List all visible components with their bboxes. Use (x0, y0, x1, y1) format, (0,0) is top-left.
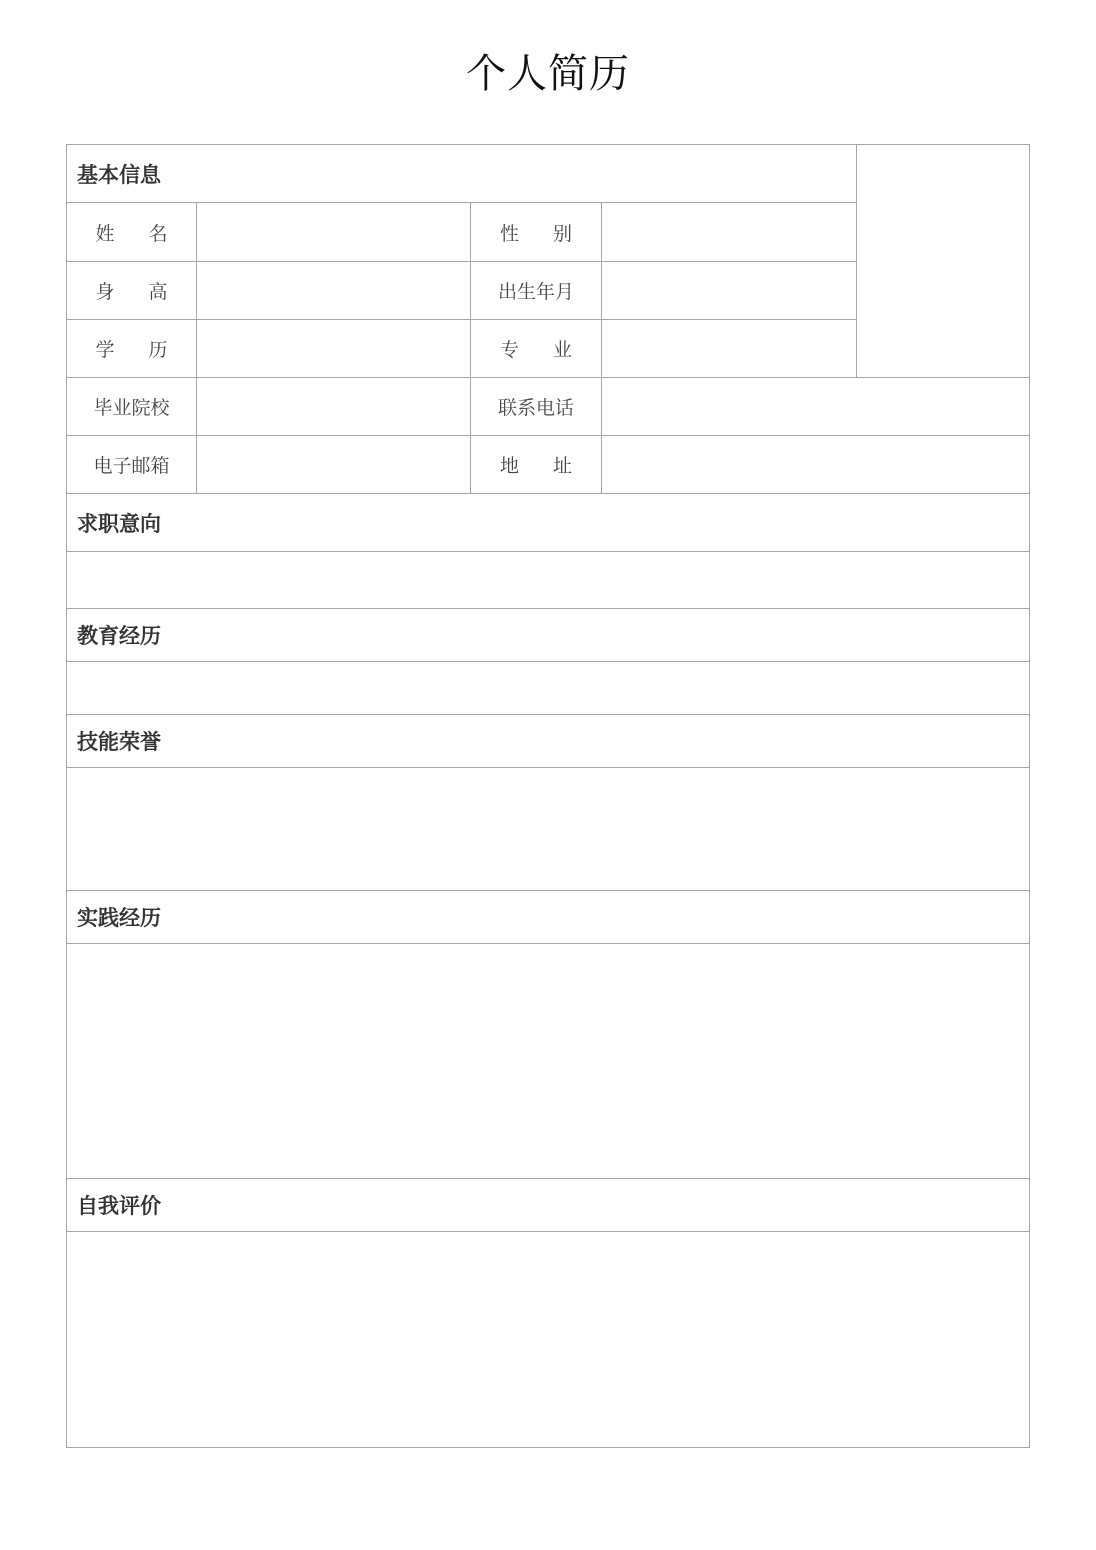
phone-label: 联系电话 (471, 378, 602, 436)
email-field[interactable] (197, 436, 471, 494)
section-skills-header: 技能荣誉 (67, 715, 1030, 768)
name-label: 姓 名 (67, 203, 197, 262)
school-label: 毕业院校 (67, 378, 197, 436)
address-label: 地 址 (471, 436, 602, 494)
major-field[interactable] (602, 320, 857, 378)
height-label: 身 高 (67, 262, 197, 320)
address-field[interactable] (602, 436, 1030, 494)
section-job-intent-header: 求职意向 (67, 494, 1030, 552)
name-field[interactable] (197, 203, 471, 262)
height-field[interactable] (197, 262, 471, 320)
major-label: 专 业 (471, 320, 602, 378)
phone-field[interactable] (602, 378, 1030, 436)
birth-label: 出生年月 (471, 262, 602, 320)
resume-table (66, 144, 1030, 1448)
self-eval-content[interactable] (67, 1232, 1030, 1448)
practice-content[interactable] (67, 944, 1030, 1179)
gender-label: 性 别 (471, 203, 602, 262)
section-basic-info-header: 基本信息 (67, 145, 857, 203)
school-field[interactable] (197, 378, 471, 436)
degree-field[interactable] (197, 320, 471, 378)
gender-field[interactable] (602, 203, 857, 262)
birth-field[interactable] (602, 262, 857, 320)
job-intent-content[interactable] (67, 552, 1030, 609)
section-practice-header: 实践经历 (67, 891, 1030, 944)
degree-label: 学 历 (67, 320, 197, 378)
education-content[interactable] (67, 662, 1030, 715)
photo-box[interactable] (857, 145, 1030, 378)
email-label: 电子邮箱 (67, 436, 197, 494)
section-education-header: 教育经历 (67, 609, 1030, 662)
page-title: 个人简历 (466, 51, 630, 97)
section-self-eval-header: 自我评价 (67, 1179, 1030, 1232)
skills-content[interactable] (67, 768, 1030, 891)
